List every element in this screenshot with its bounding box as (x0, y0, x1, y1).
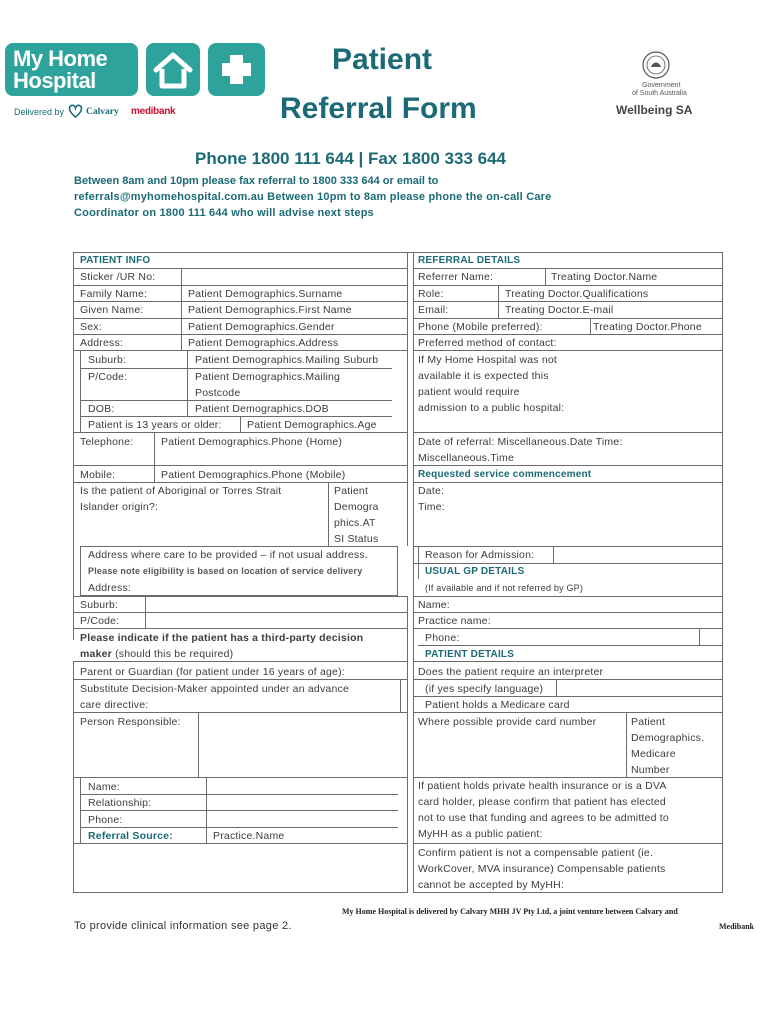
address-field[interactable]: Patient Demographics.Address (188, 337, 339, 349)
preferred-contact-label: Preferred method of contact: (418, 337, 557, 349)
delivered-by-text: Delivered by (14, 107, 65, 117)
family-name-label: Family Name: (80, 288, 148, 300)
email-label: Email: (418, 304, 449, 316)
pr-relationship-label: Relationship: (88, 797, 152, 809)
sdm-label-line2: care directive: (80, 699, 149, 711)
card-number-field-4: Number (631, 764, 670, 776)
medicare-card-label: Patient holds a Medicare card (425, 699, 570, 711)
referrer-name-label: Referrer Name: (418, 271, 494, 283)
joint-venture-note-2: Medibank (719, 922, 755, 931)
contact-line-2: referrals@myhomehospital.com.au Between 10pm to 8am please phone the on-call Care (74, 191, 552, 203)
care-address-label: Address: (88, 582, 132, 594)
dob-label: DOB: (88, 403, 115, 415)
suburb-field[interactable]: Patient Demographics.Mailing Suburb (195, 354, 379, 366)
government-crest-icon (641, 50, 671, 80)
age-field[interactable]: Patient Demographics.Age (247, 419, 377, 431)
given-name-label: Given Name: (80, 304, 144, 316)
person-responsible-label: Person Responsible: (80, 716, 181, 728)
requested-commencement-heading: Requested service commencement (418, 469, 592, 480)
private-insurance-line3: not to use that funding and agrees to be admitted to (418, 812, 669, 824)
unavailable-line4: admission to a public hospital: (418, 402, 565, 414)
sex-label: Sex: (80, 321, 102, 333)
date-of-referral-line2: Miscellaneous.Time (418, 452, 514, 464)
eligibility-note: Please note eligibility is based on location of service delivery (88, 566, 363, 576)
card-number-field-1[interactable]: Patient (631, 716, 666, 728)
postcode-label: P/Code: (88, 371, 128, 383)
calvary-logo-icon (67, 104, 84, 118)
private-insurance-line2: card holder, please confirm that patient has elected (418, 796, 666, 808)
referrer-name-field[interactable]: Treating Doctor.Name (551, 271, 658, 283)
guardian-label: Parent or Guardian (for patient under 16 years of age): (80, 666, 345, 678)
atsi-field-2: Demogra (334, 501, 379, 513)
date-of-referral-line1[interactable]: Date of referral: Miscellaneous.Date Time: (418, 436, 623, 448)
private-insurance-line4: MyHH as a public patient: (418, 828, 543, 840)
postcode-field-line1[interactable]: Patient Demographics.Mailing (195, 371, 341, 383)
commencement-time-label: Time: (418, 501, 445, 513)
patient-info-heading: PATIENT INFO (80, 255, 151, 266)
referral-source-label: Referral Source: (88, 830, 173, 842)
care-suburb-label: Suburb: (80, 599, 119, 611)
my-home-hospital-logo (5, 43, 138, 96)
suburb-label: Suburb: (88, 354, 127, 366)
logo-text-line1: My Home (13, 46, 108, 71)
interpreter-label: Does the patient require an interpreter (418, 666, 604, 678)
gp-name-label: Name: (418, 599, 450, 611)
dob-field[interactable]: Patient Demographics.DOB (195, 403, 329, 415)
reason-admission-label: Reason for Admission: (425, 549, 535, 561)
medical-cross-icon (208, 43, 265, 96)
joint-venture-note-1: My Home Hospital is delivered by Calvary MHH JV Pty Ltd, a joint venture between Calvary and (342, 907, 678, 916)
calvary-logo-text: Calvary (86, 107, 119, 117)
referral-details-heading: REFERRAL DETAILS (418, 255, 521, 266)
usual-gp-heading: USUAL GP DETAILS (425, 566, 525, 577)
practice-name-label: Practice name: (418, 615, 491, 627)
compensable-line3: cannot be accepted by MyHH: (418, 879, 565, 891)
family-name-field[interactable]: Patient Demographics.Surname (188, 288, 343, 300)
card-number-field-3: Medicare (631, 748, 676, 760)
language-label: (if yes specify language) (425, 683, 544, 695)
phone-mobile-field[interactable]: Treating Doctor.Phone (593, 321, 702, 333)
patient-details-heading: PATIENT DETAILS (425, 649, 515, 660)
logo-text-line2: Hospital (13, 68, 96, 93)
clinical-info-note: To provide clinical information see page 2. (74, 920, 292, 932)
atsi-question-line1: Is the patient of Aboriginal or Torres Strait (80, 485, 282, 497)
pr-phone-label: Phone: (88, 814, 123, 826)
atsi-field-1[interactable]: Patient (334, 485, 369, 497)
gov-text-2: of South Australia (632, 90, 687, 97)
unavailable-line1: If My Home Hospital was not (418, 354, 558, 366)
atsi-question-line2: Islander origin?: (80, 501, 159, 513)
email-field[interactable]: Treating Doctor.E-mail (505, 304, 614, 316)
role-field[interactable]: Treating Doctor.Qualifications (505, 288, 649, 300)
atsi-field-4: SI Status (334, 533, 379, 545)
compensable-line1: Confirm patient is not a compensable patient (ie. (418, 847, 654, 859)
role-label: Role: (418, 288, 444, 300)
house-icon (146, 43, 200, 96)
atsi-field-3: phics.AT (334, 517, 376, 529)
given-name-field[interactable]: Patient Demographics.First Name (188, 304, 352, 316)
mobile-field[interactable]: Patient Demographics.Phone (Mobile) (161, 469, 346, 481)
telephone-label: Telephone: (80, 436, 134, 448)
pr-name-label: Name: (88, 781, 120, 793)
age-label: Patient is 13 years or older: (88, 419, 222, 431)
sdm-label-line1: Substitute Decision-Maker appointed under an advance (80, 683, 349, 695)
third-party-line2 (80, 648, 233, 660)
sticker-ur-label: Sticker /UR No: (80, 271, 156, 283)
contact-line-1: Between 8am and 10pm please fax referral to 1800 333 644 or email to (74, 175, 439, 187)
third-party-rest: (should this be required) (111, 648, 234, 660)
phone-mobile-label: Phone (Mobile preferred): (418, 321, 543, 333)
sex-field[interactable]: Patient Demographics.Gender (188, 321, 335, 333)
commencement-date-label: Date: (418, 485, 445, 497)
care-postcode-label: P/Code: (80, 615, 120, 627)
third-party-line1: Please indicate if the patient has a third-party decision (80, 632, 364, 644)
address-label: Address: (80, 337, 124, 349)
phone-fax-heading: Phone 1800 111 644 | Fax 1800 333 644 (195, 149, 506, 168)
form-title-line2: Referral Form (280, 92, 477, 125)
gov-text-1: Government (642, 82, 681, 89)
postcode-field-line2: Postcode (195, 387, 241, 399)
compensable-line2: WorkCover, MVA insurance) Compensable patients (418, 863, 666, 875)
referral-source-field[interactable]: Practice.Name (213, 830, 285, 842)
contact-line-3: Coordinator on 1800 111 644 who will advise next steps (74, 207, 374, 219)
card-number-field-2: Demographics. (631, 732, 705, 744)
unavailable-line3: patient would require (418, 386, 520, 398)
wellbeing-sa-logo: Wellbeing SA (616, 103, 693, 117)
card-number-label: Where possible provide card number (418, 716, 597, 728)
gp-note: (If available and if not referred by GP) (425, 583, 584, 593)
medibank-logo: medibank (131, 106, 176, 117)
third-party-maker: maker (80, 648, 112, 660)
care-address-heading: Address where care to be provided – if not usual address. (88, 549, 368, 561)
gp-phone-label: Phone: (425, 632, 460, 644)
unavailable-line2: available it is expected this (418, 370, 549, 382)
private-insurance-line1: If patient holds private health insurance or is a DVA (418, 780, 667, 792)
form-title-line1: Patient (332, 43, 433, 76)
telephone-field[interactable]: Patient Demographics.Phone (Home) (161, 436, 343, 448)
mobile-label: Mobile: (80, 469, 116, 481)
